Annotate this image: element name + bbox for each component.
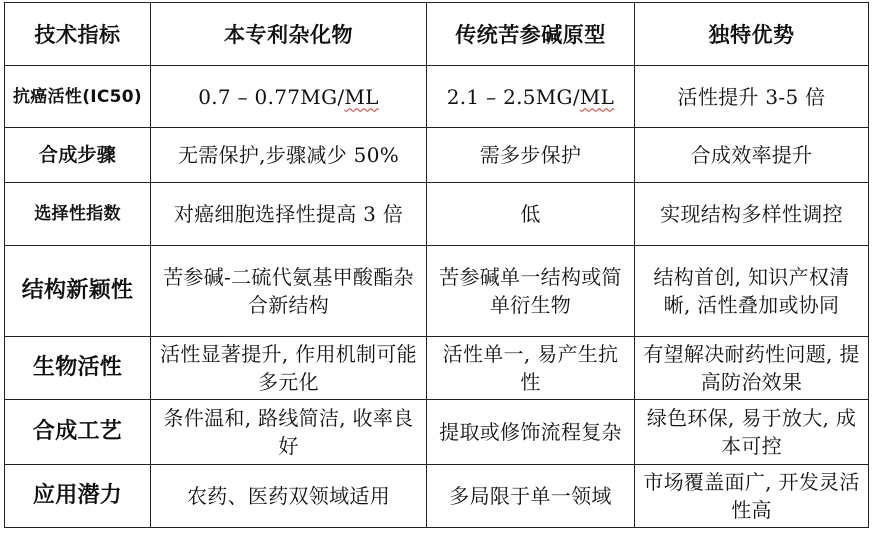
advantage-value: 实现结构多样性调控 bbox=[635, 183, 869, 246]
row-label: 抗癌活性(IC50) bbox=[5, 66, 151, 128]
traditional-value: 活性单一, 易产生抗性 bbox=[427, 337, 635, 400]
traditional-value: 低 bbox=[427, 183, 635, 246]
traditional-ic50-value: 2.1 – 2.5MG/ bbox=[446, 84, 580, 109]
table-row bbox=[5, 128, 869, 183]
row-label: 合成步骤 bbox=[5, 128, 151, 183]
patent-value: 活性显著提升, 作用机制可能多元化 bbox=[151, 337, 427, 400]
patent-value: 苦参碱-二硫代氨基甲酸酯杂合新结构 bbox=[151, 246, 427, 337]
table-row bbox=[5, 465, 869, 528]
patent-ic50-value: 0.7 – 0.77MG/ bbox=[198, 84, 345, 109]
row-label: 生物活性 bbox=[5, 337, 151, 400]
traditional-value: 多局限于单一领域 bbox=[427, 465, 635, 528]
patent-ic50-unit: ML bbox=[344, 84, 379, 109]
traditional-value: 提取或修饰流程复杂 bbox=[427, 400, 635, 465]
header-patent-hybrid: 本专利杂化物 bbox=[151, 3, 427, 66]
table-row bbox=[5, 337, 869, 400]
advantage-value: 活性提升 3-5 倍 bbox=[635, 66, 869, 128]
advantage-value: 绿色环保, 易于放大, 成本可控 bbox=[635, 400, 869, 465]
advantage-value: 有望解决耐药性问题, 提高防治效果 bbox=[635, 337, 869, 400]
traditional-ic50-unit: ML bbox=[579, 84, 615, 109]
advantage-value: 合成效率提升 bbox=[635, 128, 869, 183]
patent-value: 农药、医药双领域适用 bbox=[151, 465, 427, 528]
patent-value bbox=[151, 66, 427, 128]
table-row bbox=[5, 66, 869, 128]
header-traditional-matrine: 传统苦参碱原型 bbox=[427, 3, 635, 66]
advantage-value: 市场覆盖面广, 开发灵活性高 bbox=[635, 465, 869, 528]
patent-value: 无需保护,步骤减少 50% bbox=[151, 128, 427, 183]
table-row bbox=[5, 400, 869, 465]
table-row bbox=[5, 246, 869, 337]
table-row bbox=[5, 183, 869, 246]
advantage-value: 结构首创, 知识产权清晰, 活性叠加或协同 bbox=[635, 246, 869, 337]
traditional-value: 苦参碱单一结构或简单衍生物 bbox=[427, 246, 635, 337]
header-advantage: 独特优势 bbox=[635, 3, 869, 66]
row-label: 选择性指数 bbox=[5, 183, 151, 246]
row-label: 合成工艺 bbox=[5, 400, 151, 465]
header-row bbox=[5, 3, 869, 66]
row-label: 应用潜力 bbox=[5, 465, 151, 528]
patent-value: 对癌细胞选择性提高 3 倍 bbox=[151, 183, 427, 246]
comparison-table bbox=[4, 2, 869, 528]
patent-value: 条件温和, 路线简洁, 收率良好 bbox=[151, 400, 427, 465]
row-label: 结构新颖性 bbox=[5, 246, 151, 337]
header-metric: 技术指标 bbox=[5, 3, 151, 66]
traditional-value: 需多步保护 bbox=[427, 128, 635, 183]
traditional-value bbox=[427, 66, 635, 128]
comparison-table-wrapper bbox=[4, 2, 869, 528]
